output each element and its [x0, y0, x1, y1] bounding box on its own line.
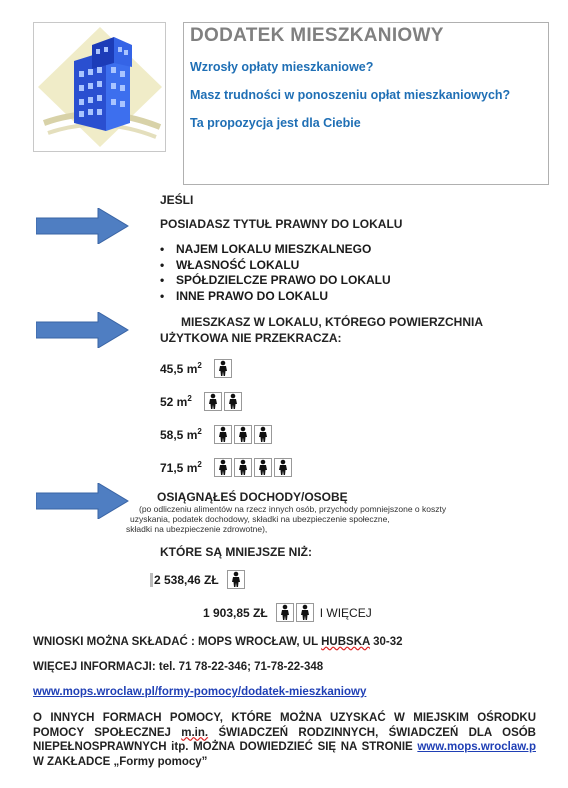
area-row [160, 457, 294, 477]
person-icon [227, 570, 245, 589]
persons-group [227, 570, 247, 589]
area-line-1: MIESZKASZ W LOKALU, KTÓREGO POWIERZCHNIA [181, 315, 483, 329]
apply-line: WNIOSKI MOŻNA SKŁADAĆ : MOPS WROCŁAW, UL HUBSKA 30-32 [33, 636, 403, 648]
area-row [160, 358, 234, 378]
person-icon [276, 603, 294, 622]
area-unit-sup: 2 [197, 459, 202, 469]
header-line-1: Wzrosły opłaty mieszkaniowe? [190, 60, 374, 74]
area-value: 58,5 m [160, 427, 198, 442]
persons-group [276, 603, 316, 622]
income-row-2 [203, 603, 372, 622]
other-help-paragraph: O INNYCH FORMACH POMOCY, KTÓRE MOŻNA UZYSKAĆ W MIEJSKIM OŚRODKU POMOCY SPOŁECZNEJ m.in. ŚWIADCZEŃ RODZINNYCH, ŚWIADCZEŃ DLA OSÓB NIEPEŁNOSPRAWNYCH itp. MOŻNA DOWIEDZIEĆ SIĘ NA STRONIE www.mops.wroclaw.p W ZAKŁADCE „Formy pomocy” [33, 712, 536, 768]
list-item: • SPÓŁDZIELCZE PRAWO DO LOKALU [160, 273, 391, 289]
street-name: HUBSKA [321, 636, 370, 648]
person-icon [254, 458, 272, 477]
logo-box [33, 22, 166, 152]
if-label: JEŚLI [160, 193, 194, 207]
header-line-2: Masz trudności w ponoszeniu opłat mieszkaniowych? [190, 88, 511, 102]
header-box [183, 22, 549, 185]
arrow-right-icon [36, 312, 130, 348]
list-item: • INNE PRAWO DO LOKALU [160, 289, 391, 305]
income-suffix: I WIĘCEJ [319, 605, 372, 620]
arrow-right-icon [36, 208, 130, 244]
list-item: • NAJEM LOKALU MIESZKALNEGO [160, 242, 391, 258]
persons-group [214, 425, 274, 444]
page-title: DODATEK MIESZKANIOWY [190, 25, 444, 46]
area-unit-sup: 2 [187, 393, 192, 403]
header-line-3: Ta propozycja jest dla Ciebie [190, 116, 361, 130]
legal-title-list [160, 242, 391, 304]
area-line-2: UŻYTKOWA NIE PRZEKRACZA: [160, 331, 342, 345]
marker-bar [150, 573, 153, 587]
person-icon [214, 425, 232, 444]
lower-than-label: KTÓRE SĄ MNIEJSZE NIŻ: [160, 545, 313, 559]
area-row [160, 424, 274, 444]
person-icon [296, 603, 314, 622]
persons-group [214, 458, 294, 477]
income-note-3: składki na ubezpieczenie zdrowotne), [126, 524, 268, 534]
person-icon [234, 458, 252, 477]
area-value: 45,5 m [160, 361, 198, 376]
person-icon [274, 458, 292, 477]
person-icon [224, 392, 242, 411]
income-note-1: (po odliczeniu alimentów na rzecz innych osób, przychody pomniejszone o koszty [139, 504, 447, 514]
info-line: WIĘCEJ INFORMACJI: tel. 71 78-22-346; 71-78-22-348 [33, 661, 324, 673]
dodatek-link[interactable]: www.mops.wroclaw.pl/formy-pomocy/dodatek-mieszkaniowy [33, 686, 367, 698]
income-note-2: uzyskania, podatek dochodowy, składki na ubezpieczenie społeczne, [130, 514, 390, 524]
area-row [160, 391, 244, 411]
building-logo-icon [34, 23, 165, 151]
list-item: • WŁASNOŚĆ LOKALU [160, 258, 391, 274]
persons-group [214, 359, 234, 378]
income-row-1 [150, 570, 247, 589]
person-icon [214, 359, 232, 378]
mops-link[interactable]: www.mops.wroclaw.p [417, 741, 536, 753]
persons-group [204, 392, 244, 411]
area-value: 52 m [160, 394, 188, 409]
income-title: OSIĄGNĄŁEŚ DOCHODY/OSOBĘ [157, 490, 348, 504]
person-icon [214, 458, 232, 477]
person-icon [204, 392, 222, 411]
area-unit-sup: 2 [197, 426, 202, 436]
area-value: 71,5 m [160, 460, 198, 475]
person-icon [254, 425, 272, 444]
income-value-2: 1 903,85 ZŁ [203, 605, 268, 620]
area-unit-sup: 2 [197, 360, 202, 370]
legal-title-label: POSIADASZ TYTUŁ PRAWNY DO LOKALU [160, 217, 403, 231]
person-icon [234, 425, 252, 444]
income-value-1: 2 538,46 ZŁ [154, 572, 219, 587]
arrow-right-icon [36, 483, 130, 519]
